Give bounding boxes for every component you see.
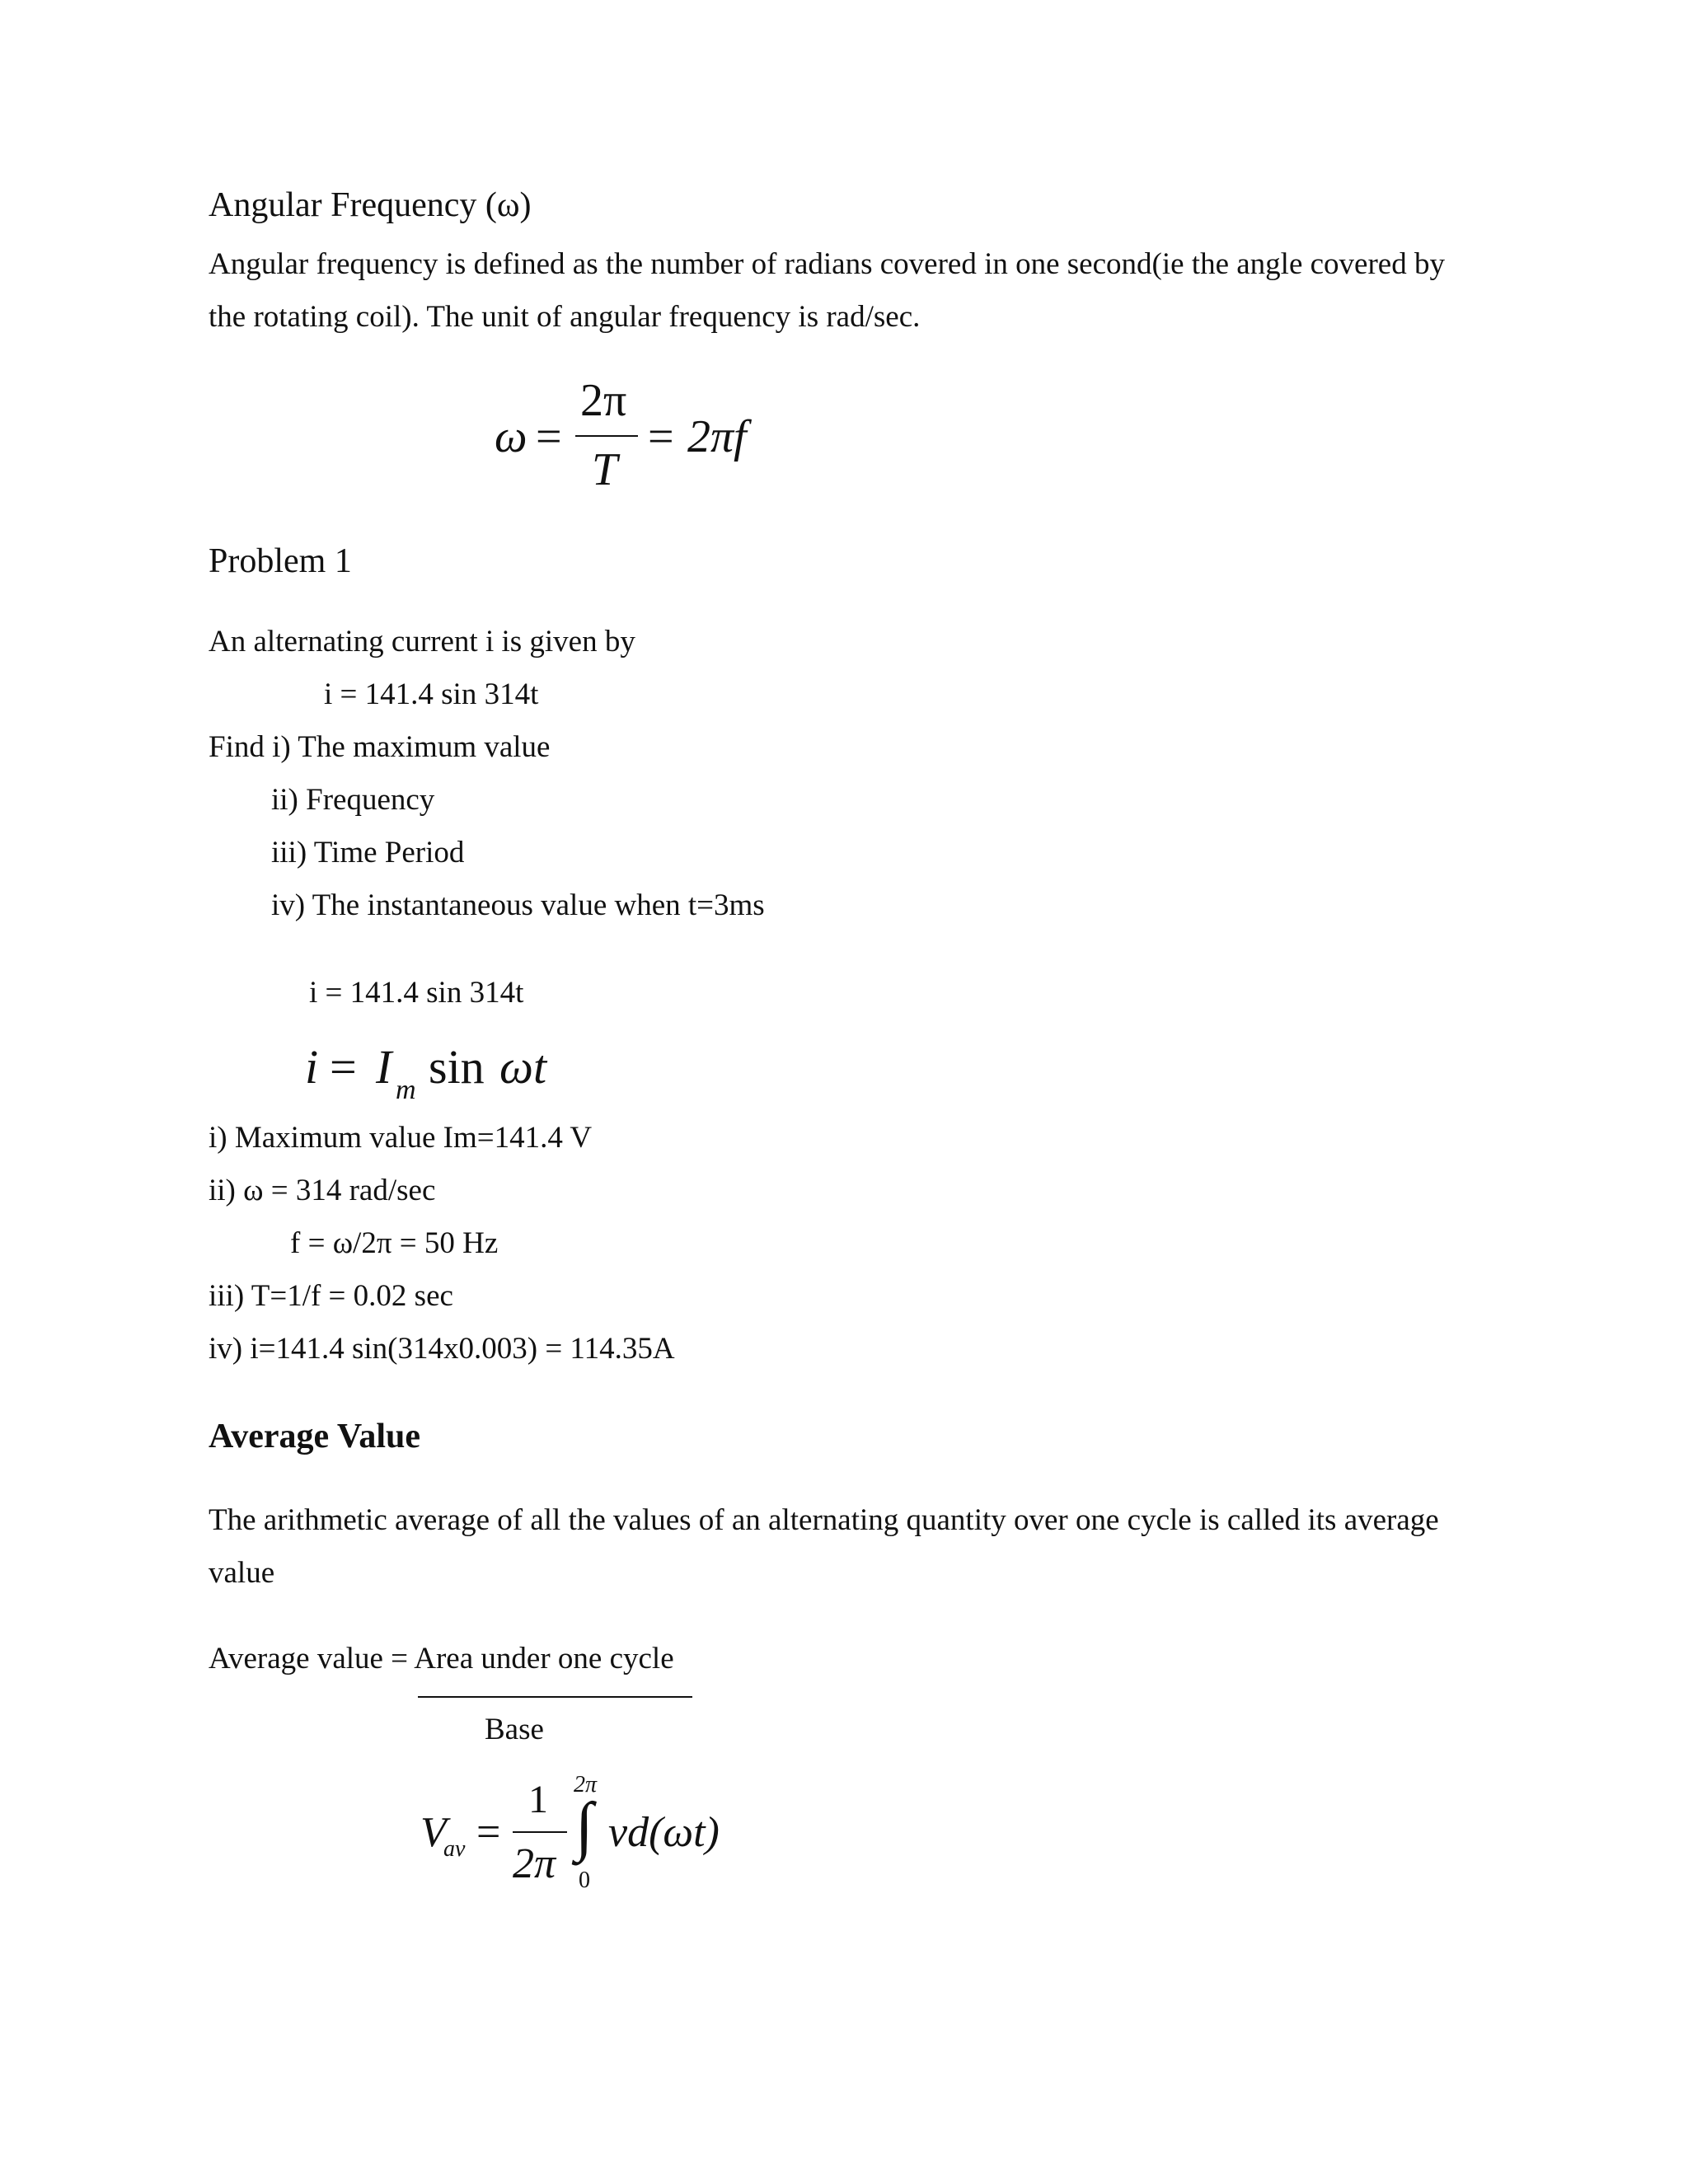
formula-denominator: 2π [513,1840,556,1887]
general-current-formula [305,1040,569,1106]
solution-2: ii) ω = 314 rad/sec [209,1174,436,1207]
formula-subscript-av: av [443,1836,466,1862]
solution-4: iv) i=141.4 sin(314x0.003) = 114.35A [209,1332,675,1366]
section-heading-angular-frequency: Angular Frequency (ω) [209,186,532,224]
formula-numerator: 1 [528,1778,548,1821]
angular-frequency-formula [495,375,775,495]
problem-find-3: iii) Time Period [271,836,465,869]
problem-find-4: iv) The instantaneous value when t=3ms [271,888,765,922]
formula-sin: sin [429,1040,485,1094]
formula-integrand: vd(ωt) [608,1809,720,1856]
formula-equals: = [536,411,562,462]
fraction-bar [575,435,638,437]
solution-2b: f = ω/2π = 50 Hz [290,1226,499,1260]
formula-V: V [420,1809,447,1856]
paragraph-line: The arithmetic average of all the values of an alternating quantity over one cycle is called its average [209,1503,1439,1537]
section-heading-average-value: Average Value [209,1418,421,1455]
formula-rhs: 2πf [687,411,747,462]
formula-equals: = [648,411,674,462]
average-integral-formula [420,1772,734,1904]
formula-equals: = [330,1040,357,1094]
integral-fraction-bar [513,1831,567,1833]
solution-1: i) Maximum value Im=141.4 V [209,1121,593,1155]
formula-i: i [305,1040,319,1094]
formula-omega-t: ωt [499,1040,547,1094]
definition-denominator: Base [485,1713,544,1746]
formula-subscript-m: m [396,1075,416,1105]
definition-fraction-bar [418,1696,692,1698]
formula-equals: = [476,1809,501,1856]
average-definition: Average value = Area under one cycle [209,1642,674,1675]
solution-3: iii) T=1/f = 0.02 sec [209,1279,453,1313]
paragraph-line: value [209,1556,275,1590]
integral-lower-limit: 0 [579,1868,590,1893]
problem-intro: An alternating current i is given by [209,625,635,658]
problem-find-2: ii) Frequency [271,783,435,817]
formula-denominator: T [592,444,618,495]
problem-find-1: Find i) The maximum value [209,730,551,764]
solution-restate: i = 141.4 sin 314t [309,976,524,1010]
problem-given: i = 141.4 sin 314t [324,677,539,711]
formula-omega: ω [495,411,528,462]
formula-I: I [376,1040,392,1094]
paragraph-line: the rotating coil). The unit of angular frequency is rad/sec. [209,300,921,334]
integral-sign: ∫ [575,1790,593,1863]
paragraph-line: Angular frequency is defined as the number of radians covered in one second(ie the angle covered by [209,247,1445,281]
problem-heading: Problem 1 [209,542,352,580]
formula-numerator: 2π [580,375,627,426]
integral-upper-limit: 2π [574,1772,598,1797]
